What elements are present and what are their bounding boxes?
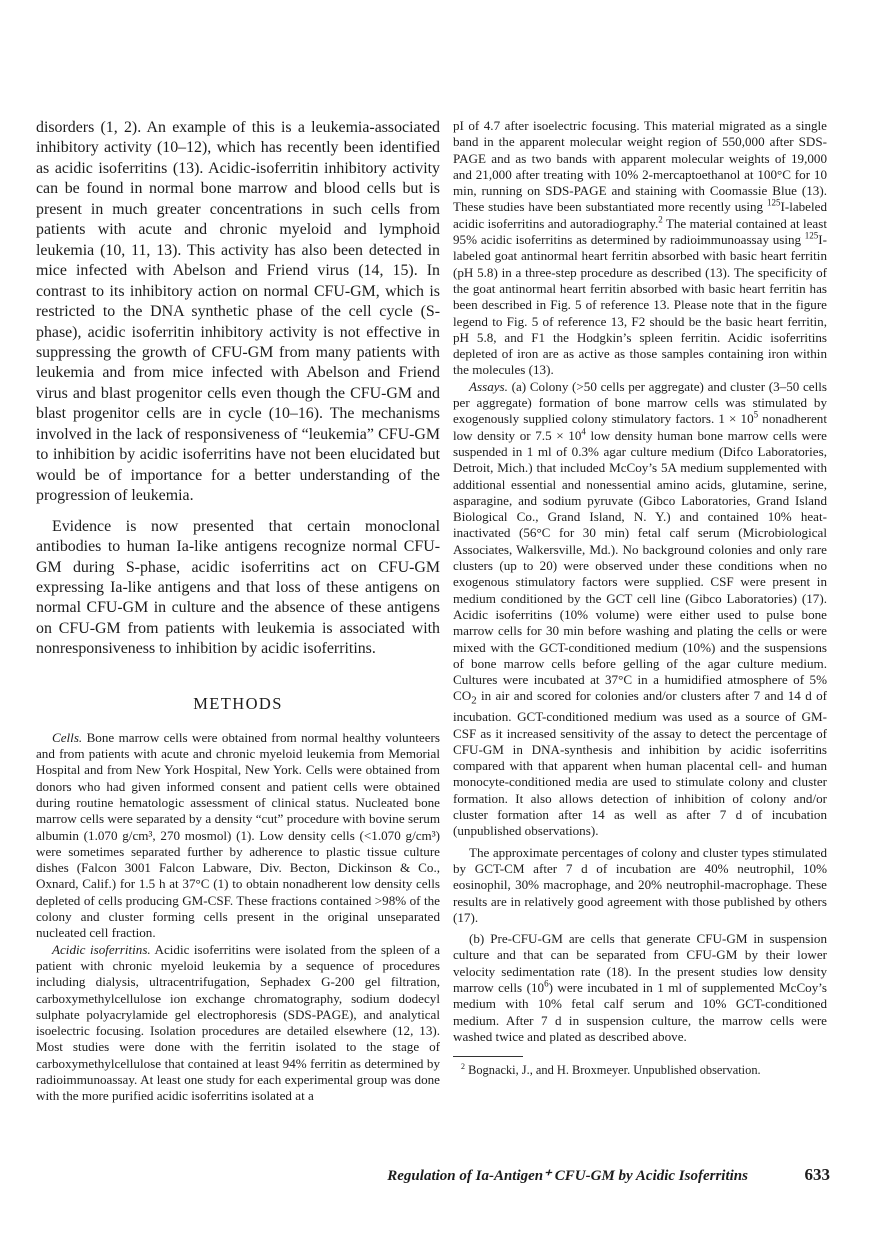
intro-paragraph-evidence: Evidence is now presented that certain monoclonal antibodies to human Ia-like antigens recognize normal CFU-GM during S-phase, acidic isoferritins act on CFU-GM expressing Ia-like antigens and that loss of these antigens on normal CFU-GM in culture and the absence of these antigens on CFU-GM from patients with leukemia is associated with nonresponsiveness to inhibition by acidic isoferritins. [36, 517, 440, 658]
text-run: low density human bone marrow cells were suspended in 1 ml of 0.3% agar culture medium (Difco Laboratories, Detroit, Mich.) that included McCoy’s 5A medium supplemented with additional essential and nonessential amino acids, glutamine, serine, asparagine, and sodium pyruvate (Gibco Laboratories, Grand Island Biological Co., Grand Island, N. Y.) and contained 10% heat-inactivated (56°C for 30 min) fetal calf serum (Microbiological Associates, Walkersville, Md.). No background colonies and only rare clusters (up to 20) were observed under these conditions when no exogenous stimulatory factors were supplied. CSF were present in medium conditioned by the GCT cell line (Gibco Laboratories) (17). Acidic isoferritins (10% volume) were either used to pulse bone marrow cells for 30 min before washing and plating the cells or were mixed with the GCT-conditioned medium (10%) and the suspensions of bone marrow cells before gelling of the agar culture medium. Cultures were incubated at 37°C in a humidified atmosphere of 5% CO [453, 427, 827, 704]
footnote-divider [453, 1056, 523, 1057]
text-run: The material contained at least 95% acidic isoferritins as determined by radioimmunoassay using [453, 215, 827, 248]
cells-text: Bone marrow cells were obtained from normal healthy volunteers and from patients with acute and chronic myeloid leukemia from Memorial Hospital and from New York Hospital, New York. Cells were obtained from donors who had given informed consent and patient cells were obtained during routine hematologic assessment of clinical status. Nucleated bone marrow cells were separated by a density “cut” procedure with bovine serum albumin (1.070 g/cm³, 270 mosmol) (1). Low density cells (<1.070 g/cm³) were sometimes separated further by adherence to plastic tissue culture dishes (Falcon 3001 Falcon Labware, Div. Becton, Dickinson & Co., Oxnard, Calif.) for 1.5 h at 37°C (1) to obtain nonadherent low density cells depleted of cells producing GM-CSF. These fractions contained >98% of the colony and cluster forming cells present in the original unseparated nucleated cell fraction. [36, 729, 440, 941]
superscript: 125 [766, 198, 781, 209]
assays-paragraph [453, 379, 827, 840]
superscript: 6 [544, 978, 549, 989]
left-column [36, 118, 440, 1105]
text-run: ) were incubated in 1 ml of supplemented McCoy’s medium with 10% fetal calf serum and 10% GCT-conditioned medium. After 7 d in suspension culture, the marrow cells were washed twice and plated as described above. [453, 980, 827, 1044]
acidic-isoferritins-text: Acidic isoferritins were isolated from the spleen of a patient with chronic myeloid leukemia by a sequence of procedures including dialysis, ultracentrifugation, Sephadex G-200 gel filtration, carboxymethylcellulose ion exchange chromatography, sodium dodecyl sulphate polyacrylamide gel electrophoresis (SDS-PAGE), and analytical isoelectric focusing. Isolation procedures are detailed elsewhere (12, 13). Most studies were done with the ferritin isolated to the stage of carboxymethylcellulose that contained at least 94% ferritin as determined by radioimmunoassay. At least one study for each experimental group was done with the more purified acidic isoferritins isolated at a [36, 941, 441, 1104]
acidic-isoferritins-paragraph [36, 942, 440, 1105]
text-run: in air and scored for colonies and/or clusters after 7 and 14 d of incubation. GCT-conditioned medium was used as a source of GM-CSF as it increased sensitivity of the assay to detect the percentage of CFU-GM in DNA-synthesis and inhibition by acidic isoferritins compared with that apparent when human placental cell- and human monocyte-conditioned media are used to stimulate colony and cluster formation. It also allows detection of inhibition of colony and/or cluster formation after 14 as well as after 7 d of incubation (unpublished observations). [453, 688, 827, 839]
cells-paragraph [36, 730, 440, 942]
superscript: 125 [804, 230, 819, 241]
running-title: Regulation of Ia-Antigen⁺ CFU-GM by Acidic Isoferritins [387, 1168, 748, 1184]
footnote-reference: 2 [658, 214, 663, 225]
footnote-mark: 2 [461, 1062, 465, 1072]
text-run: (b) Pre-CFU-GM are cells that generate CFU-GM in suspension culture and that can be separated from CFU-GM by their lower velocity sedimentation rate (18). In the present studies low density marrow cells (10 [453, 931, 827, 996]
text-run: I-labeled goat antinormal heart ferritin absorbed with basic heart ferritin (pH 5.8) in a three-step procedure as described (13). The specificity of the goat antinormal heart ferritin absorbed with basic heart ferritin has been described in Fig. 5 of reference 13. Please note that in the figure legend to Fig. 5 of reference 13, F2 should be the basic heart ferritin, pH 5.8, and F1 the Hodgkin’s spleen ferritin. Acidic isoferritins depleted of iron are as active as those samples containing iron within the molecules (13). [453, 232, 827, 378]
methods-heading: METHODS [193, 693, 283, 713]
assays-lead-in: Assays. [469, 378, 508, 394]
page-number: 633 [804, 1165, 830, 1184]
text-run: I-labeled acidic isoferritins and autoradiography. [453, 199, 827, 231]
footnote [453, 1063, 827, 1079]
isoelectric-paragraph-continued [453, 118, 827, 379]
superscript: 5 [753, 409, 759, 420]
colony-types-paragraph: The approximate percentages of colony and cluster types stimulated by GCT-CM after 7 d of incubation are 40% neutrophil, 10% eosinophil, 30% macrophage, and 20% neutrophil-macrophage. These results are in relatively good agreement with those published by others (17). [453, 844, 827, 925]
running-footer [240, 1166, 830, 1190]
text-run: (a) Colony (>50 cells per aggregate) and cluster (3–50 cells per aggregate) formation of bone marrow cells was stimulated by exogenously supplied colony stimulatory factors. 1 × 10 [453, 378, 827, 427]
subscript: 2 [471, 695, 477, 707]
pre-cfu-gm-paragraph [453, 931, 827, 1045]
acidic-isoferritins-lead-in: Acidic isoferritins. [52, 941, 151, 957]
footnote-text: Bognacki, J., and H. Broxmeyer. Unpublished observation. [465, 1063, 761, 1078]
superscript: 4 [581, 426, 586, 437]
cells-lead-in: Cells. [52, 729, 83, 745]
text-run: nonadherent low density or 7.5 × 10 [453, 411, 827, 443]
right-column [453, 118, 827, 1079]
intro-paragraph-continued: disorders (1, 2). An example of this is a leukemia-associated inhibitory activity (10–12), which has recently been identified as acidic isoferritins (13). Acidic-isoferritin inhibitory activity can be found in normal bone marrow and blood cells but is present in much greater concentrations in such cells from patients with acute and chronic myeloid and lymphoid leukemia (10, 11, 13). This activity has also been detected in mice infected with Abelson and Friend virus (14, 15). In contrast to its inhibitory action on normal CFU-GM, which is restricted to the DNA synthetic phase of the cell cycle (S-phase), acidic isoferritin inhibitory activity is not effective in suppressing the growth of CFU-GM from many patients with leukemia and from mice infected with Abelson and Friend virus and blast progenitor cells even though the CFU-GM and blast progenitor cells are in cycle (10–16). The mechanisms involved in the lack of responsiveness of “leukemia” CFU-GM to inhibition by acidic isoferritins have not been elucidated but would be of importance for a better understanding of the progression of leukemia. [36, 119, 440, 505]
text-run: pI of 4.7 after isoelectric focusing. This material migrated as a single band in the apparent molecular weight region of 550,000 after SDS-PAGE and as two bands with apparent molecular weights of 19,000 and 21,000 after treating with 10% 2-mercaptoethanol at 100°C for 10 min, running on SDS-PAGE and staining with Coomassie Blue (13). These studies have been substantiated more recently using [453, 118, 827, 215]
